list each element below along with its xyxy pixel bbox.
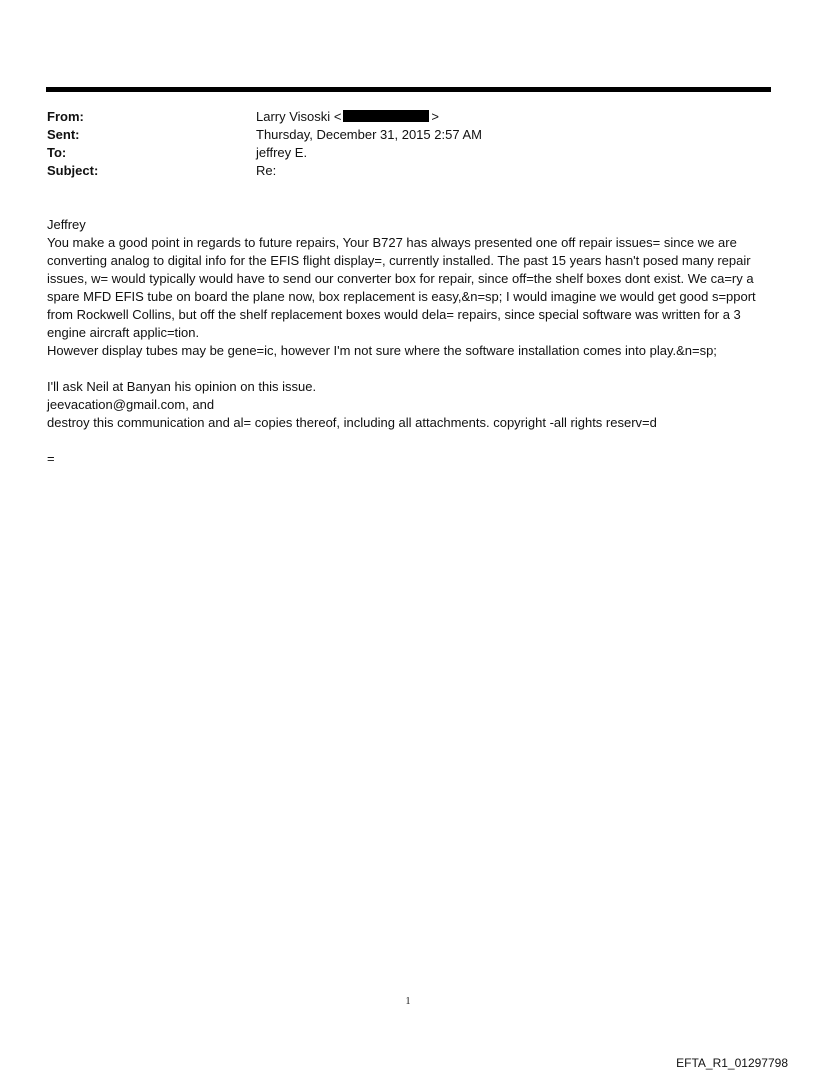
body-line-neil: I'll ask Neil at Banyan his opinion on this issue. (47, 379, 317, 394)
redaction-box (343, 110, 429, 122)
subject-label: Subject: (47, 163, 99, 178)
page-number: 1 (405, 996, 411, 1007)
spacer (47, 360, 777, 378)
body-line-email: jeevacation@gmail.com, and (47, 397, 215, 412)
sent-value: Thursday, December 31, 2015 2:57 AM (256, 127, 482, 142)
from-close-bracket: > (431, 109, 439, 124)
from-open-bracket: < (333, 109, 342, 124)
to-label: To: (47, 145, 67, 160)
from-name: Larry Visoski (256, 109, 331, 124)
from-label: From: (47, 109, 84, 124)
from-value (256, 108, 439, 126)
body-paragraph-2: However display tubes may be gene=ic, however I'm not sure where the software installation comes into play.&n=sp; (47, 343, 717, 358)
document-id: EFTA_R1_01297798 (676, 1056, 788, 1070)
sent-label: Sent: (47, 127, 80, 142)
header-rule (46, 87, 771, 92)
subject-value: Re: (256, 163, 277, 178)
body-line-equals: = (47, 451, 55, 466)
greeting: Jeffrey (47, 217, 86, 232)
body-line-disclaimer: destroy this communication and al= copies thereof, including all attachments. copyright -all rights reserv=d (47, 415, 657, 430)
to-value: jeffrey E. (256, 145, 308, 160)
body-paragraph-1: You make a good point in regards to future repairs, Your B727 has always presented one off repair issues= since we are converting analog to digital info for the EFIS flight display=, currently installed. The past 15 years hasn't posed many repair issues, w= would typically would have to send our converter box for repair, since off=the shelf boxes dont exist. We ca=ry a spare MFD EFIS tube on board the plane now, box replacement is easy,&n=sp; I would imagine we would get good s=pport from Rockwell Collins, but off the shelf replacement boxes would dela= repairs, since special software was written for a 3 engine aircraft applic=tion. (47, 235, 756, 340)
spacer (47, 432, 777, 450)
email-body (47, 216, 777, 468)
